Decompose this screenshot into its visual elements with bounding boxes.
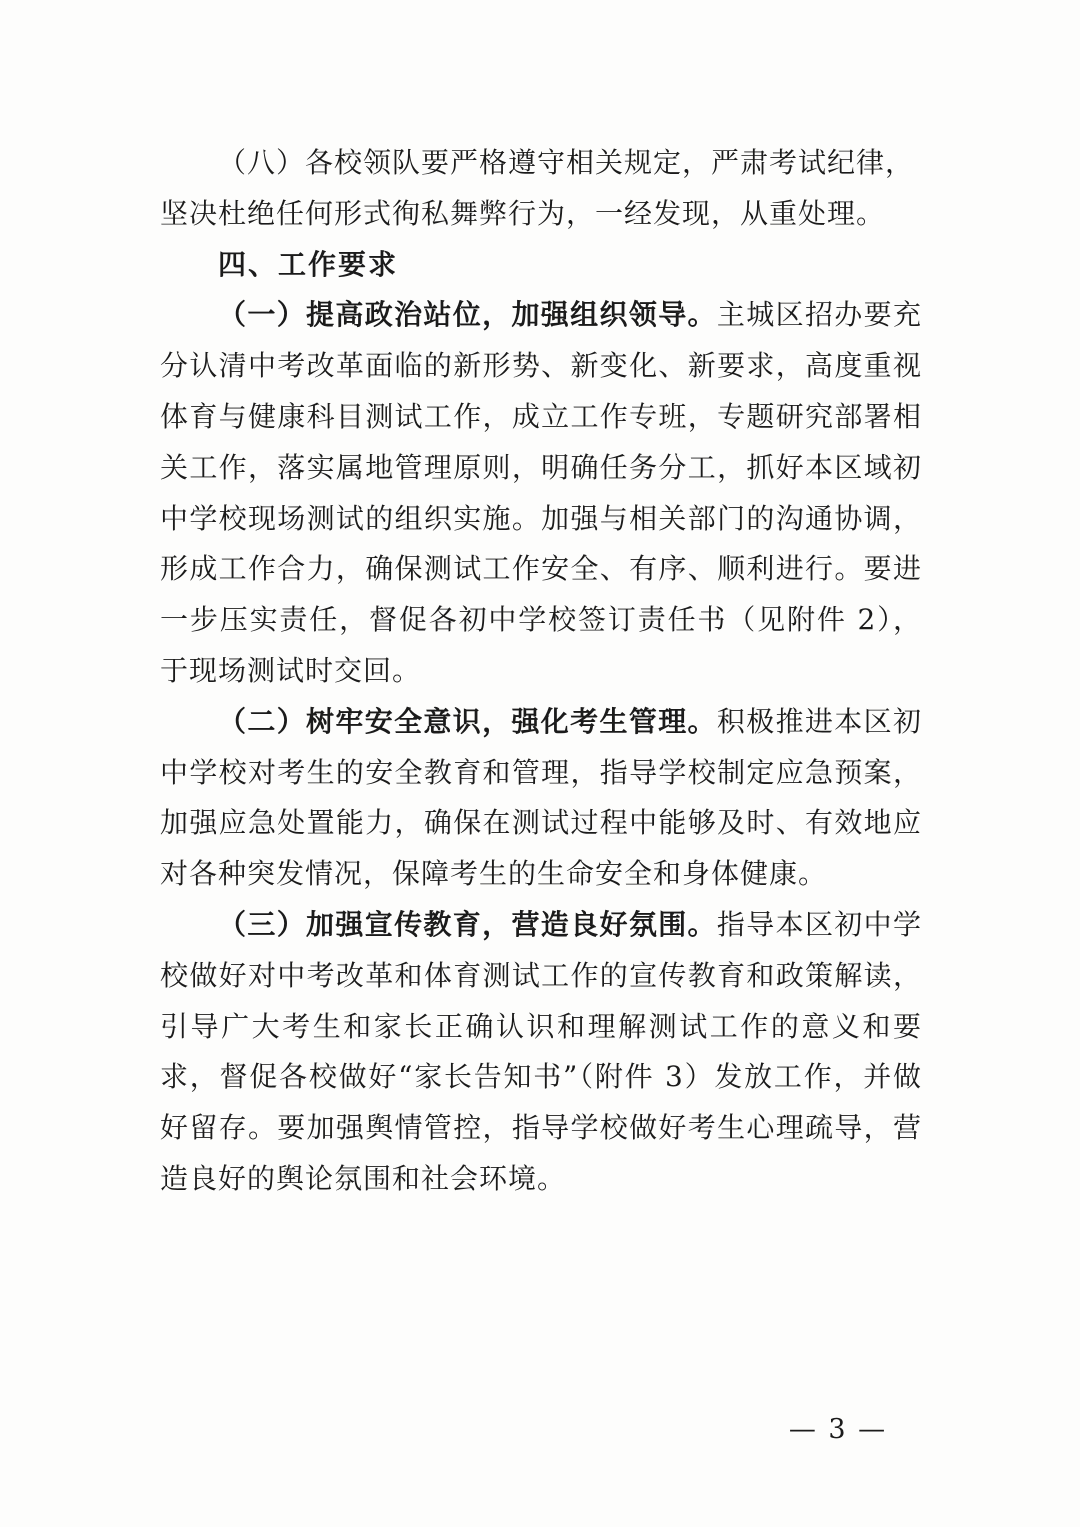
text-line: 关工作，落实属地管理原则，明确任务分工，抓好本区域初 (160, 450, 922, 484)
paragraph-item-8 (160, 138, 922, 240)
paragraph-lead: （一）提高政治站位，加强组织领导。 (218, 298, 717, 332)
text-line: 求，督促各校做好“家长告知书”（附件 3）发放工作，并做 (160, 1060, 922, 1094)
text-line: 形成工作合力，确保测试工作安全、有序、顺利进行。要进 (160, 552, 922, 586)
text-line: 分认清中考改革面临的新形势、新变化、新要求，高度重视 (160, 349, 922, 383)
text-line: 于现场测试时交回。 (160, 653, 422, 687)
page-number: — 3 — (788, 1414, 888, 1445)
text-line: 一步压实责任，督促各初中学校签订责任书（见附件 2）， (160, 603, 922, 637)
text-line: （八）各校领队要严格遵守相关规定，严肃考试纪律， (218, 146, 915, 179)
text-line: 引导广大考生和家长正确认识和理解测试工作的意义和要 (160, 1009, 922, 1043)
text-line (160, 290, 922, 341)
text-span: 指导本区初中学 (716, 907, 922, 941)
paragraph-lead: （二）树牢安全意识，强化考生管理。 (218, 704, 717, 738)
text-line: 对各种突发情况，保障考生的生命安全和身体健康。 (160, 857, 828, 891)
requirement-paragraph-1 (160, 290, 922, 696)
document-body (160, 138, 922, 1205)
text-line: 校做好对中考改革和体育测试工作的宣传教育和政策解读， (160, 958, 922, 992)
text-line (160, 697, 922, 748)
text-line: 中学校现场测试的组织实施。加强与相关部门的沟通协调， (160, 501, 922, 535)
requirement-paragraph-3 (160, 900, 922, 1205)
text-line (160, 900, 922, 951)
text-line: 造良好的舆论氛围和社会环境。 (160, 1161, 567, 1195)
text-line: 坚决杜绝任何形式徇私舞弊行为，一经发现，从重处理。 (160, 196, 886, 230)
paragraph-lead: （三）加强宣传教育，营造良好氛围。 (218, 907, 717, 941)
text-span: 积极推进本区初 (716, 704, 922, 738)
text-span: 主城区招办要充 (716, 298, 922, 332)
text-line: 加强应急处置能力，确保在测试过程中能够及时、有效地应 (160, 806, 922, 840)
requirement-paragraph-2 (160, 697, 922, 900)
text-line: 体育与健康科目测试工作，成立工作专班，专题研究部署相 (160, 399, 922, 433)
section-heading: 四、工作要求 (218, 247, 399, 281)
text-line: 好留存。要加强舆情管控，指导学校做好考生心理疏导，营 (160, 1111, 922, 1145)
text-line: 中学校对考生的安全教育和管理，指导学校制定应急预案， (160, 755, 922, 789)
